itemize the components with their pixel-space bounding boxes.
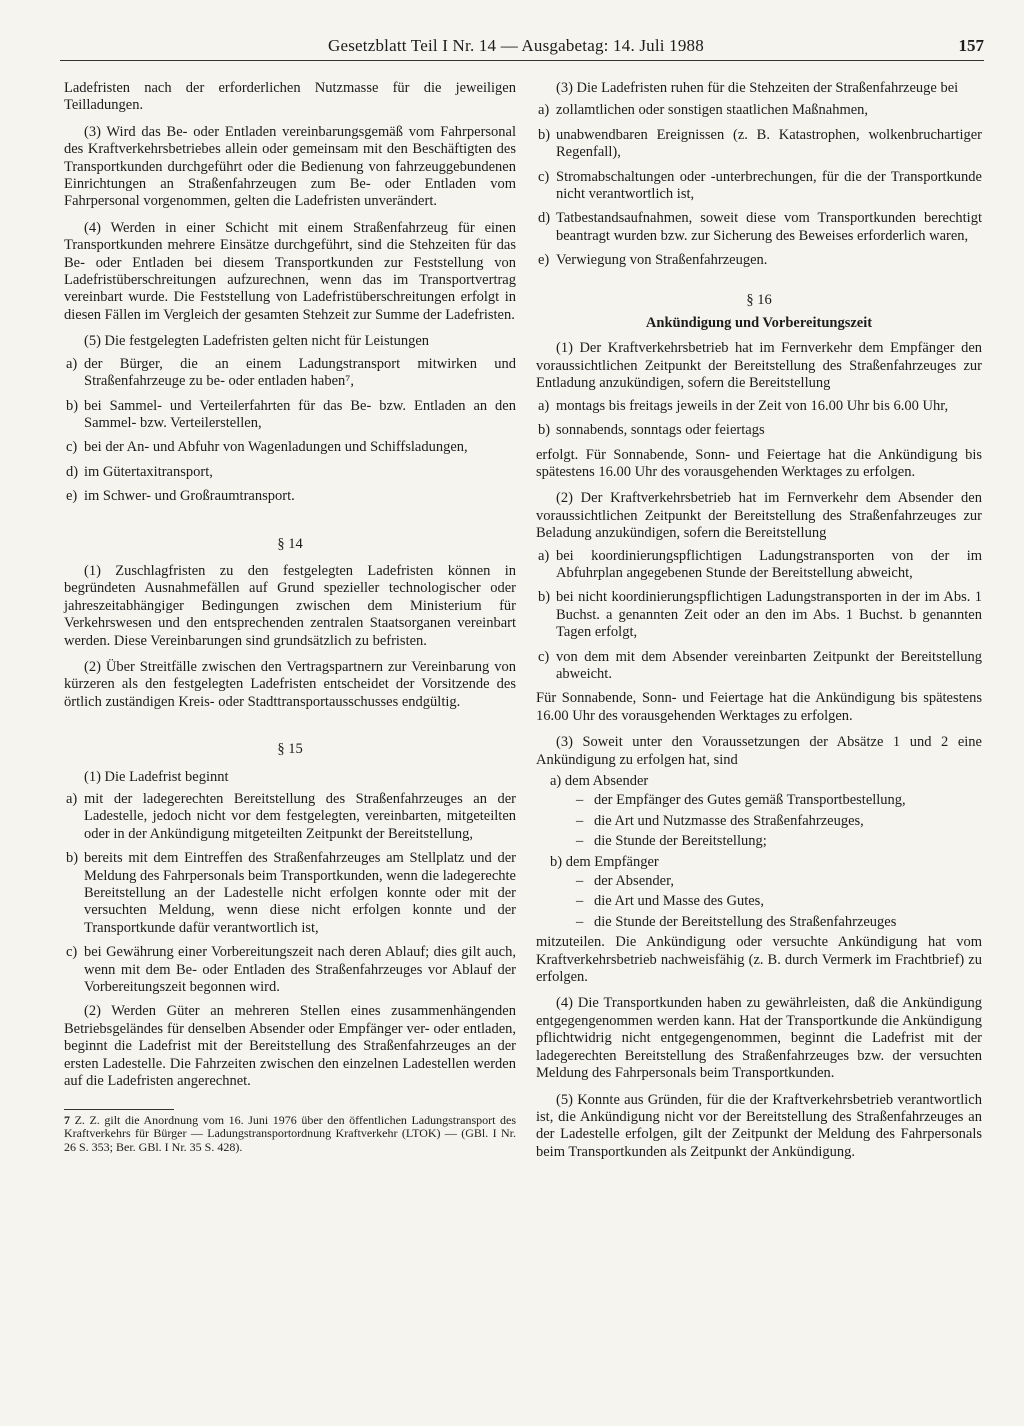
paragraph-15-3: (3) Die Ladefristen ruhen für die Stehzeiten der Straßenfahrzeuge bei: [556, 80, 959, 96]
dash-item: – die Art und Masse des Gutes,: [576, 893, 764, 910]
section-15-heading: § 15: [277, 741, 303, 758]
list-item: d) Tatbestandsaufnahmen, soweit diese vom Transportkunden berechtigt beantragt wurden bzw. zur Sicherung des Beweises erforderlich waren,: [538, 210, 982, 244]
paragraph-14-1: (1) Zuschlagfristen zu den festgelegten Ladefristen können in begründeten Ausnahmefällen auf Grund spezieller technologischer oder jahreszeitabhängiger Bedingungen zwischen dem Ministerium für Verkehrswesen und den entsprechenden zentralen Staatsorganen vereinbart werden. Diese Vereinbarungen sind grundsätzlich zu befristen.: [64, 562, 516, 649]
dash-item: – die Stunde der Bereitstellung;: [576, 833, 767, 850]
paragraph-16-2: (2) Der Kraftverkehrsbetrieb hat im Fernverkehr dem Absender den voraussichtlichen Zeitpunkt der Bereitstellung des Straßenfahrzeuges zur Beladung anzukündigen, sofern die Bereitstellung: [536, 490, 982, 542]
list-item: a) montags bis freitags jeweils in der Zeit von 16.00 Uhr bis 6.00 Uhr,: [538, 397, 949, 414]
section-16-heading: § 16: [746, 291, 772, 308]
list-item: b) bei Sammel- und Verteilerfahrten für das Be- bzw. Entladen an den Sammel- bzw. Verteilerstellen,: [66, 397, 516, 431]
list-item: b) bereits mit dem Eintreffen des Straßenfahrzeuges am Stellplatz und der Meldung des Fahrpersonals beim Transportkunden, wenn die ladegerechte Bereitstellung an der Ladestelle nicht erfolgen konnte oder mit der versuchten Meldung, wenn diese nicht erfolgen konnte und der Transportkunde dafür verantwortlich ist,: [66, 850, 516, 936]
page-header: [60, 36, 984, 62]
dash-item: – der Absender,: [576, 873, 674, 890]
dash-item: – die Stunde der Bereitstellung des Straßenfahrzeuges: [576, 913, 897, 930]
list-16-1: [536, 398, 982, 440]
list-item: a) der Bürger, die an einem Ladungstransport mitwirken und Straßenfahrzeuge zu be- oder entladen haben⁷,: [66, 355, 516, 390]
paragraph-16-2-tail: Für Sonnabende, Sonn- und Feiertage hat die Ankündigung bis spätestens 16.00 Uhr des vorausgehenden Werktages zu erfolgen.: [536, 690, 982, 724]
list-16-3: [550, 773, 982, 931]
footnote-number: 7: [64, 1112, 70, 1127]
paragraph-13-3: (3) Wird das Be- oder Entladen vereinbarungsgemäß vom Fahrpersonal des Kraftverkehrsbetriebes allein oder gemeinsam mit den Beschäftigten des Transportkunden durchgeführt oder die Bedienung von fahrzeuggebundenen Einrichtungen an Straßenfahrzeugen zum Be- oder Entladen vom Fahrpersonal vorgenommen, gelten die Ladefristen unverändert.: [64, 123, 516, 210]
footnote-rule: [64, 1109, 174, 1110]
paragraph-16-4: (4) Die Transportkunden haben zu gewährleisten, daß die Ankündigung entgegengenommen werden kann. Hat der Transportkunde die Ankündigung pflichtwidrig nicht entgegengenommen, beginnt die Ladefrist mit der ladegerechten Bereitstellung des Straßenfahrzeuges bzw. der versuchten Meldung des Fahrpersonals beim Transportkunden.: [536, 995, 982, 1082]
paragraph-16-1: (1) Der Kraftverkehrsbetrieb hat im Fernverkehr dem Empfänger den voraussichtlichen Zeitpunkt der Bereitstellung des Straßenfahrzeuges zur Entladung anzukündigen, sofern die Bereitstellung: [536, 340, 982, 392]
paragraph-16-3: (3) Soweit unter den Voraussetzungen der Absätze 1 und 2 eine Ankündigung zu erfolgen hat, sind: [536, 734, 982, 768]
section-14-heading: § 14: [277, 535, 303, 552]
recipient-absender: a) dem Absender: [550, 773, 649, 789]
list-item: b) unabwendbaren Ereignissen (z. B. Katastrophen, wolkenbruchartiger Regenfall),: [538, 126, 982, 161]
dash-item: – der Empfänger des Gutes gemäß Transportbestellung,: [576, 792, 906, 809]
recipient-empfaenger: b) dem Empfänger: [550, 853, 659, 870]
paragraph-15-1: (1) Die Ladefrist beginnt: [84, 768, 229, 785]
paragraph-continuation: Ladefristen nach der erforderlichen Nutzmasse für die jeweiligen Teilladungen.: [64, 80, 516, 114]
list-16-2: [536, 548, 982, 684]
list-13-5: [64, 356, 516, 506]
paragraph-16-1-tail: erfolgt. Für Sonnabende, Sonn- und Feiertage hat die Ankündigung bis spätestens 16.00 Uhr des vorausgehenden Werktages zu erfolgen.: [536, 446, 982, 480]
list-item: c) bei der An- und Abfuhr von Wagenladungen und Schiffsladungen,: [66, 439, 468, 456]
list-item: e) im Schwer- und Großraumtransport.: [66, 488, 295, 505]
footnote: [64, 1114, 516, 1155]
gazette-title: Gesetzblatt Teil I Nr. 14 — Ausgabetag: 14. Juli 1988: [328, 36, 704, 55]
paragraph-15-2: (2) Werden Güter an mehreren Stellen eines zusammenhängenden Betriebsgeländes für denselben Absender oder Empfänger ver- oder entladen, beginnt die Ladefrist mit der Bereitstellung des Straßenfahrzeuges an der ersten Ladestelle. Die Fahrzeiten zwischen den einzelnen Ladestellen werden auf die Ladefristen angerechnet.: [64, 1003, 516, 1090]
list-item: b) bei nicht koordinierungspflichtigen Ladungstransporten in der im Abs. 1 Buchst. a genannten Zeit oder an den im Abs. 1 Buchst. b genannten Tagen erfolgt,: [538, 589, 982, 641]
list-15-1: [64, 791, 516, 996]
list-item: a) zollamtlichen oder sonstigen staatlichen Maßnahmen,: [538, 102, 869, 119]
list-item: a) bei koordinierungspflichtigen Ladungstransporten von der im Abfuhrplan angegebenen Stunde der Bereitstellung abweicht,: [538, 547, 982, 581]
left-column: [64, 80, 516, 1154]
list-item: c) von dem mit dem Absender vereinbarten Zeitpunkt der Bereitstellung abweicht.: [538, 648, 982, 682]
paragraph-14-2: (2) Über Streitfälle zwischen den Vertragspartnern zur Vereinbarung von kürzeren als den festgelegten Ladefristen entscheidet der Vorsitzende des örtlich zuständigen Kreis- oder Stadttransportausschusses endgültig.: [64, 658, 516, 710]
list-item: c) Stromabschaltungen oder -unterbrechungen, für die der Transportkunde nicht verantwortlich ist,: [538, 168, 982, 203]
list-item: b) sonnabends, sonntags oder feiertags: [538, 422, 765, 439]
paragraph-13-4: (4) Werden in einer Schicht mit einem Straßenfahrzeug für einen Transportkunden mehrere Einsätze durchgeführt, sind die Stehzeiten für das Be- oder Entladen bei diesem Transportkunden zur Feststellung von Ladefristüberschreitungen aufzurechnen, wenn das im Transportvertrag vereinbart wurde. Die Feststellung von Ladefristüberschreitungen erfolgt in diesen Fällen im Vergleich der gesamten Stehzeit zur Summe der Ladefristen.: [64, 219, 516, 323]
footnote-text: Z. Z. gilt die Anordnung vom 16. Juni 1976 über den öffentlichen Ladungstransport des Kraftverkehrs für Bürger — Ladungstransportordnung Kraftverkehr (LTOK) — (GBl. I Nr. 26 S. 353; Ber. GBl. I Nr. 35 S. 428).: [64, 1112, 517, 1154]
section-16-title: Ankündigung und Vorbereitungszeit: [645, 315, 873, 332]
paragraph-13-5: (5) Die festgelegten Ladefristen gelten nicht für Leistungen: [84, 333, 430, 350]
list-15-3: [536, 102, 982, 269]
list-item: c) bei Gewährung einer Vorbereitungszeit nach deren Ablauf; dies gilt auch, wenn mit dem Be- oder Entladen des Straßenfahrzeuges vor Ablauf der Vorbereitungszeit begonnen wird.: [66, 944, 516, 996]
page-number: 157: [958, 36, 984, 55]
dash-item: – die Art und Nutzmasse des Straßenfahrzeuges,: [576, 812, 864, 829]
list-item: a) mit der ladegerechten Bereitstellung des Straßenfahrzeuges an der Ladestelle, jedoch nicht vor dem festgelegten, vereinbarten, mitgeteilten oder in der Ankündigung mitgeteilten Zeitpunkt der Bereitstellung,: [66, 791, 516, 842]
paragraph-16-5: (5) Konnte aus Gründen, für die der Kraftverkehrsbetrieb verantwortlich ist, die Ankündigung nicht vor der Bereitstellung des Straßenfahrzeuges an der Ladestelle erfolgen, gilt der Zeitpunkt der Meldung des Fahrpersonals beim Transportkunden als Zeitpunkt der Ankündigung.: [536, 1091, 982, 1160]
paragraph-16-3-tail: mitzuteilen. Die Ankündigung oder versuchte Ankündigung hat vom Kraftverkehrsbetrieb nachweisfähig (z. B. durch Vermerk im Frachtbrief) zu erfolgen.: [536, 934, 982, 986]
list-item: e) Verwiegung von Straßenfahrzeugen.: [538, 252, 768, 269]
list-item: d) im Gütertaxitransport,: [66, 463, 213, 480]
right-column: [536, 80, 982, 1170]
header-rule: [60, 60, 984, 61]
